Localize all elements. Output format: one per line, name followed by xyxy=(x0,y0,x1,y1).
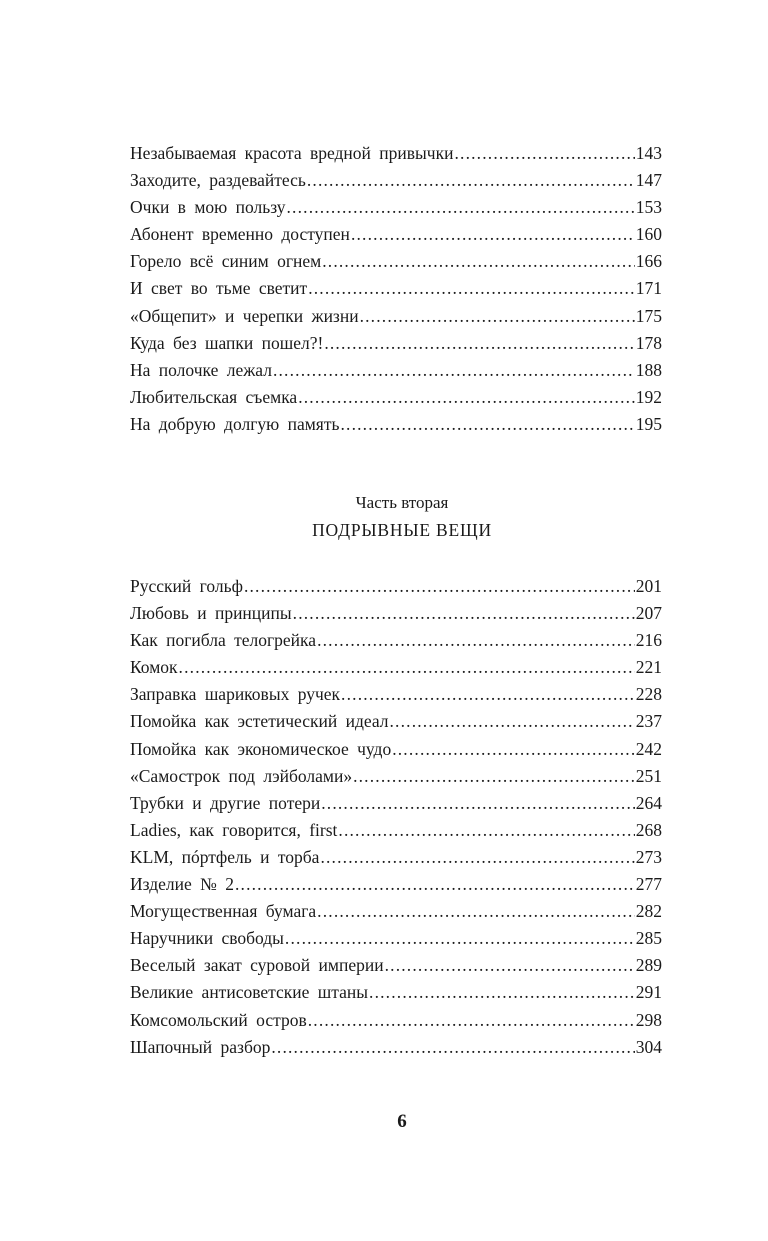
toc-entry-page: 237 xyxy=(635,711,662,732)
toc-entry xyxy=(130,681,662,708)
toc-entry-page: 175 xyxy=(635,305,662,326)
toc-entry-title: Комсомольский остров xyxy=(130,1009,307,1030)
toc-entry-page: 195 xyxy=(635,413,662,434)
toc-entry-page: 298 xyxy=(635,1009,662,1030)
toc-entry xyxy=(130,248,662,275)
toc-entry-title: Трубки и другие потери xyxy=(130,792,321,813)
toc-part-1 xyxy=(130,140,662,438)
toc-entry xyxy=(130,275,662,302)
dot-leader xyxy=(285,925,635,952)
toc-entry-page: 153 xyxy=(635,197,662,218)
dot-leader xyxy=(341,681,635,708)
toc-entry xyxy=(130,600,662,627)
part-title: ПОДРЫВНЫЕ ВЕЩИ xyxy=(312,520,492,540)
toc-entry-page: 166 xyxy=(635,251,662,272)
toc-entry-title: Шапочный разбор xyxy=(130,1036,271,1057)
toc-entry xyxy=(130,925,662,952)
toc-entry xyxy=(130,411,662,438)
toc-entry-title: Помойка как экономическое чудо xyxy=(130,738,392,759)
dot-leader xyxy=(353,763,635,790)
toc-entry-title: Заправка шариковых ручек xyxy=(130,684,341,705)
dot-leader xyxy=(338,817,634,844)
toc-entry-title: Любительская съемка xyxy=(130,386,298,407)
toc-entry xyxy=(130,817,662,844)
dot-leader xyxy=(390,708,635,735)
toc-entry-page: 277 xyxy=(635,874,662,895)
toc-entry-page: 289 xyxy=(635,955,662,976)
toc-entry xyxy=(130,1034,662,1061)
toc-entry-page: 192 xyxy=(635,386,662,407)
dot-leader xyxy=(298,384,635,411)
dot-leader xyxy=(454,140,634,167)
dot-leader xyxy=(287,194,635,221)
dot-leader xyxy=(308,275,635,302)
dot-leader xyxy=(273,357,635,384)
toc-entry-title: KLM, пóртфель и торба xyxy=(130,846,320,867)
toc-entry-title: Куда без шапки пошел?! xyxy=(130,332,324,353)
toc-entry-title: Как погибла телогрейка xyxy=(130,630,317,651)
dot-leader xyxy=(235,871,635,898)
dot-leader xyxy=(322,248,635,275)
toc-entry-page: 285 xyxy=(635,928,662,949)
toc-entry-page: 147 xyxy=(635,170,662,191)
toc-entry-title: Наручники свободы xyxy=(130,928,284,949)
toc-entry xyxy=(130,384,662,411)
toc-entry-page: 201 xyxy=(635,576,662,596)
dot-leader xyxy=(307,167,635,194)
toc-entry xyxy=(130,303,662,330)
dot-leader xyxy=(385,952,635,979)
toc-entry-page: 242 xyxy=(635,738,662,759)
toc-part-2 xyxy=(130,573,662,1061)
toc-entry-title: Могущественная бумага xyxy=(130,901,317,922)
toc-entry xyxy=(130,140,662,167)
page-number: 6 xyxy=(397,1111,407,1132)
toc-entry xyxy=(130,844,662,871)
toc-entry-title: Изделие № 2 xyxy=(130,874,234,895)
toc-entry-title: На добрую долгую память xyxy=(130,413,340,434)
dot-leader xyxy=(244,573,635,600)
toc-entry-title: Ladies, как говорится, first xyxy=(130,819,338,840)
toc-entry xyxy=(130,763,662,790)
dot-leader xyxy=(293,600,635,627)
toc-entry-title: Абонент временно доступен xyxy=(130,224,350,245)
toc-entry-title: «Самострок под лэйболами» xyxy=(130,765,353,786)
toc-entry xyxy=(130,898,662,925)
toc-entry-page: 273 xyxy=(635,846,662,867)
dot-leader xyxy=(340,411,634,438)
toc-entry-title: Русский гольф xyxy=(130,576,243,596)
dot-leader xyxy=(271,1034,634,1061)
toc-entry xyxy=(130,952,662,979)
toc-entry xyxy=(130,654,662,681)
toc-entry-title: И свет во тьме светит xyxy=(130,278,308,299)
toc-entry-page: 304 xyxy=(635,1036,662,1057)
dot-leader xyxy=(351,221,635,248)
toc-entry-page: 207 xyxy=(635,603,662,624)
toc-entry-title: Веселый закат суровой империи xyxy=(130,955,384,976)
toc-entry xyxy=(130,330,662,357)
toc-entry xyxy=(130,167,662,194)
toc-entry-page: 188 xyxy=(635,359,662,380)
toc-entry-page: 251 xyxy=(635,765,662,786)
dot-leader xyxy=(369,979,635,1006)
toc-entry xyxy=(130,979,662,1006)
toc-entry xyxy=(130,1007,662,1034)
dot-leader xyxy=(324,330,634,357)
toc-entry xyxy=(130,736,662,763)
toc-entry xyxy=(130,194,662,221)
toc-entry-title: Любовь и принципы xyxy=(130,603,292,624)
toc-entry xyxy=(130,871,662,898)
toc-entry-title: Горело всё синим огнем xyxy=(130,251,322,272)
toc-entry-title: Заходите, раздевайтесь xyxy=(130,170,306,191)
toc-entry-title: Очки в мою пользу xyxy=(130,197,286,218)
toc-entry-page: 143 xyxy=(635,143,662,163)
toc-entry-page: 264 xyxy=(635,792,662,813)
dot-leader xyxy=(321,790,635,817)
toc-entry xyxy=(130,790,662,817)
toc-entry xyxy=(130,357,662,384)
dot-leader xyxy=(317,898,635,925)
toc-entry-title: Незабываемая красота вредной привычки xyxy=(130,143,454,163)
toc-entry-title: На полочке лежал xyxy=(130,359,272,380)
toc-entry xyxy=(130,627,662,654)
part-label: Часть вторая xyxy=(355,493,449,512)
dot-leader xyxy=(360,303,635,330)
dot-leader xyxy=(320,844,634,871)
toc-entry-title: «Общепит» и черепки жизни xyxy=(130,305,359,326)
toc-entry-page: 216 xyxy=(635,630,662,651)
dot-leader xyxy=(392,736,635,763)
toc-entry-page: 291 xyxy=(635,982,662,1003)
toc-entry xyxy=(130,573,662,600)
toc-entry-page: 228 xyxy=(635,684,662,705)
toc-entry-title: Помойка как эстетический идеал xyxy=(130,711,389,732)
toc-entry xyxy=(130,708,662,735)
toc-entry-title: Великие антисоветские штаны xyxy=(130,982,369,1003)
toc-entry xyxy=(130,221,662,248)
dot-leader xyxy=(179,654,635,681)
toc-entry-page: 178 xyxy=(635,332,662,353)
toc-entry-page: 221 xyxy=(635,657,662,678)
toc-entry-page: 160 xyxy=(635,224,662,245)
dot-leader xyxy=(308,1007,635,1034)
toc-entry-page: 171 xyxy=(635,278,662,299)
toc-entry-page: 268 xyxy=(635,819,662,840)
dot-leader xyxy=(317,627,635,654)
toc-entry-title: Комок xyxy=(130,657,178,678)
toc-entry-page: 282 xyxy=(635,901,662,922)
